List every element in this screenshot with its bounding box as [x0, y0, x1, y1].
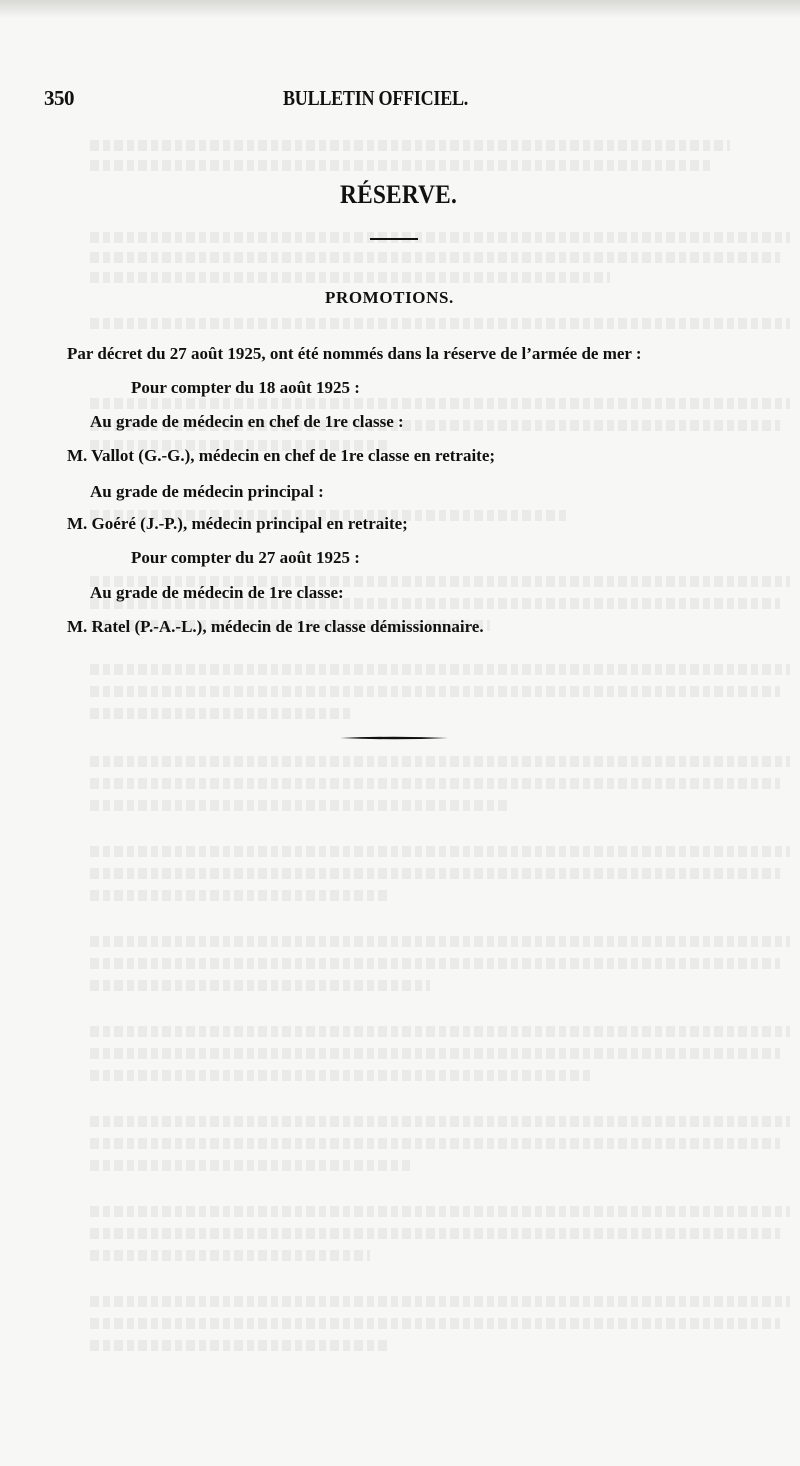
closing-ornament-rule — [340, 736, 448, 740]
appointee-entry: M. Ratel (P.-A.-L.), médecin de 1re classe démissionnaire. — [67, 617, 484, 636]
title-rule — [370, 238, 418, 240]
decree-line: Par décret du 27 août 1925, ont été nommés dans la réserve de l’armée de mer : — [67, 344, 642, 363]
grade-heading: Au grade de médecin principal : — [90, 482, 324, 501]
show-through-text — [30, 0, 770, 1466]
subsection-title: PROMOTIONS. — [325, 288, 454, 307]
grade-heading: Au grade de médecin en chef de 1re classe : — [90, 412, 404, 431]
page-edge-shadow — [0, 0, 800, 18]
page-number: 350 — [44, 86, 74, 110]
effective-date-line: Pour compter du 27 août 1925 : — [131, 548, 360, 567]
running-head: BULLETIN OFFICIEL. — [283, 86, 469, 110]
effective-date-line: Pour compter du 18 août 1925 : — [131, 378, 360, 397]
section-title: RÉSERVE. — [340, 180, 458, 209]
appointee-entry: M. Vallot (G.-G.), médecin en chef de 1re classe en retraite; — [67, 446, 496, 465]
appointee-entry: M. Goéré (J.-P.), médecin principal en retraite; — [67, 514, 408, 533]
grade-heading: Au grade de médecin de 1re classe: — [90, 583, 344, 602]
